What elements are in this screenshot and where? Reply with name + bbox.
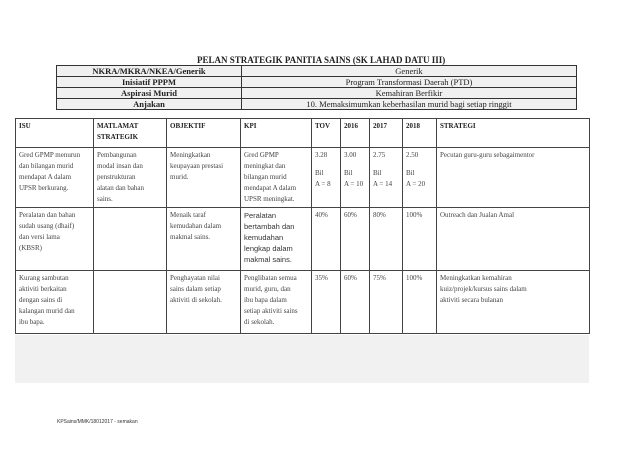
header-matlamat-line2: STRATEGIK — [97, 133, 139, 141]
cell-line: bertambah dan — [244, 222, 295, 231]
header-tov: TOV — [312, 119, 341, 148]
cell-line: A = 8 — [315, 180, 331, 188]
cell-line: mendapat A dalam — [19, 173, 72, 181]
strategi-cell — [437, 271, 590, 334]
cell-line: lengkap dalam — [244, 244, 293, 253]
cell-gap — [344, 161, 366, 168]
cell-line: 40% — [315, 211, 328, 219]
strategi-cell — [437, 208, 590, 271]
cell-line: aktiviti secara bulanan — [440, 296, 503, 304]
cell-line: 35% — [315, 274, 328, 282]
cell-line: 60% — [344, 211, 357, 219]
cell-line: Kurang sambutan — [19, 274, 69, 282]
kpi-cell — [241, 148, 312, 208]
cell-line: murid, guru, dan — [244, 285, 291, 293]
cell-gap — [406, 161, 433, 168]
cell-line: UPSR meningkat. — [244, 195, 295, 203]
summary-row — [57, 99, 577, 110]
table-row — [16, 148, 590, 208]
summary-label: NKRA/MKRA/NKEA/Generik — [57, 66, 242, 77]
y2016-cell — [341, 208, 370, 271]
cell-line: Meningkatkan kemahiran — [440, 274, 512, 282]
cell-line: 60% — [344, 274, 357, 282]
cell-line: A = 14 — [373, 180, 393, 188]
matlamat-cell — [94, 148, 167, 208]
matlamat-cell — [94, 208, 167, 271]
strategy-table — [15, 118, 590, 334]
cell-line: Pecutan guru-guru sebagaimentor — [440, 151, 535, 159]
objektif-cell — [167, 208, 241, 271]
summary-value: Program Transformasi Daerah (PTD) — [242, 77, 577, 88]
cell-line: Peralatan — [244, 211, 277, 220]
cell-line: Penglibatan semua — [244, 274, 297, 282]
cell-line: setiap aktiviti sains — [244, 307, 298, 315]
summary-table — [56, 65, 577, 110]
summary-row — [57, 77, 577, 88]
header-2016: 2016 — [341, 119, 370, 148]
cell-line: meningkat dan — [244, 162, 286, 170]
summary-label: Anjakan — [57, 99, 242, 110]
isu-cell — [16, 271, 94, 334]
cell-gap — [373, 161, 399, 168]
cell-gap — [315, 161, 337, 168]
summary-label: Aspirasi Murid — [57, 88, 242, 99]
cell-line: bilangan murid — [244, 173, 287, 181]
cell-line: kemudahan — [244, 233, 284, 242]
cell-line: ibu bapa dalam — [244, 296, 287, 304]
cell-line: Bil — [373, 169, 382, 177]
cell-line: makmal sains. — [170, 233, 211, 241]
table-row — [16, 271, 590, 334]
cell-line: 2.75 — [373, 151, 386, 159]
cell-line: sains dalam setiap — [170, 285, 221, 293]
matlamat-cell — [94, 271, 167, 334]
header-2018: 2018 — [403, 119, 437, 148]
cell-line: dan bilangan murid — [19, 162, 74, 170]
kpi-cell — [241, 208, 312, 271]
strategi-cell — [437, 148, 590, 208]
cell-line: UPSR berkurang. — [19, 184, 69, 192]
header-kpi: KPI — [241, 119, 312, 148]
cell-line: Outreach dan Jualan Amal — [440, 211, 515, 219]
cell-line: Bil — [344, 169, 353, 177]
cell-line: di sekolah. — [244, 318, 275, 326]
y2018-cell — [403, 148, 437, 208]
cell-line: A = 10 — [344, 180, 364, 188]
cell-line: kemudahan dalam — [170, 222, 222, 230]
cell-line: Bil — [315, 169, 324, 177]
summary-value: Kemahiran Berfikir — [242, 88, 577, 99]
summary-value: Generik — [242, 66, 577, 77]
y2017-cell — [370, 148, 403, 208]
y2016-cell — [341, 148, 370, 208]
cell-line: Menaik taraf — [170, 211, 206, 219]
cell-line: (KBSR) — [19, 244, 42, 252]
cell-line: 75% — [373, 274, 386, 282]
y2017-cell — [370, 271, 403, 334]
shaded-area — [15, 335, 589, 383]
y2018-cell — [403, 271, 437, 334]
summary-value: 10. Memaksimumkan keberhasilan murid bagi setiap ringgit — [242, 99, 577, 110]
header-matlamat-line1: MATLAMAT — [97, 122, 139, 130]
cell-line: aktiviti di sekolah. — [170, 296, 222, 304]
cell-line: dan versi lama — [19, 233, 60, 241]
objektif-cell — [167, 271, 241, 334]
summary-label: Inisiatif PPPM — [57, 77, 242, 88]
cell-line: kuiz/projek/kursus sains dalam — [440, 285, 527, 293]
cell-line: Gred GPMP menurun — [19, 151, 81, 159]
header-strategi: STRATEGI — [437, 119, 590, 148]
cell-line: dengan sains di — [19, 296, 63, 304]
cell-line: penstrukturan — [97, 173, 136, 181]
cell-line: sudah usang (dhaif) — [19, 222, 75, 230]
tov-cell — [312, 208, 341, 271]
document-title: PELAN STRATEGIK PANITIA SAINS (SK LAHAD DATU III) — [197, 55, 446, 65]
header-matlamat — [94, 119, 167, 148]
cell-line: 100% — [406, 274, 423, 282]
table-row — [16, 208, 590, 271]
isu-cell — [16, 148, 94, 208]
y2018-cell — [403, 208, 437, 271]
header-row — [16, 119, 590, 148]
cell-line: keupayaan prestasi — [170, 162, 224, 170]
cell-line: Penghayatan nilai — [170, 274, 220, 282]
cell-line: kalangan murid dan — [19, 307, 75, 315]
isu-cell — [16, 208, 94, 271]
cell-line: makmal sains. — [244, 255, 292, 264]
cell-line: ibu bapa. — [19, 318, 45, 326]
y2017-cell — [370, 208, 403, 271]
cell-line: sains. — [97, 195, 113, 203]
cell-line: Bil — [406, 169, 415, 177]
summary-row — [57, 66, 577, 77]
cell-line: Meningkatkan — [170, 151, 211, 159]
cell-line: 80% — [373, 211, 386, 219]
cell-line: 3.28 — [315, 151, 328, 159]
cell-line: Pembangunan — [97, 151, 137, 159]
cell-line: murid. — [170, 173, 189, 181]
objektif-cell — [167, 148, 241, 208]
cell-line: 3.00 — [344, 151, 357, 159]
cell-line: 100% — [406, 211, 423, 219]
y2016-cell — [341, 271, 370, 334]
cell-line: aktiviti berkaitan — [19, 285, 67, 293]
cell-line: 2.50 — [406, 151, 419, 159]
cell-line: Peralatan dan bahan — [19, 211, 76, 219]
cell-line: alatan dan bahan — [97, 184, 145, 192]
page-footer: KPSains/MMK/18012017 - semakan — [57, 419, 138, 425]
tov-cell — [312, 271, 341, 334]
cell-line: mendapat A dalam — [244, 184, 297, 192]
cell-line: A = 20 — [406, 180, 426, 188]
header-objektif: OBJEKTIF — [167, 119, 241, 148]
summary-row — [57, 88, 577, 99]
header-isu: ISU — [16, 119, 94, 148]
cell-line: modal insan dan — [97, 162, 143, 170]
header-2017: 2017 — [370, 119, 403, 148]
cell-line: Gred GPMP — [244, 151, 279, 159]
tov-cell — [312, 148, 341, 208]
kpi-cell — [241, 271, 312, 334]
